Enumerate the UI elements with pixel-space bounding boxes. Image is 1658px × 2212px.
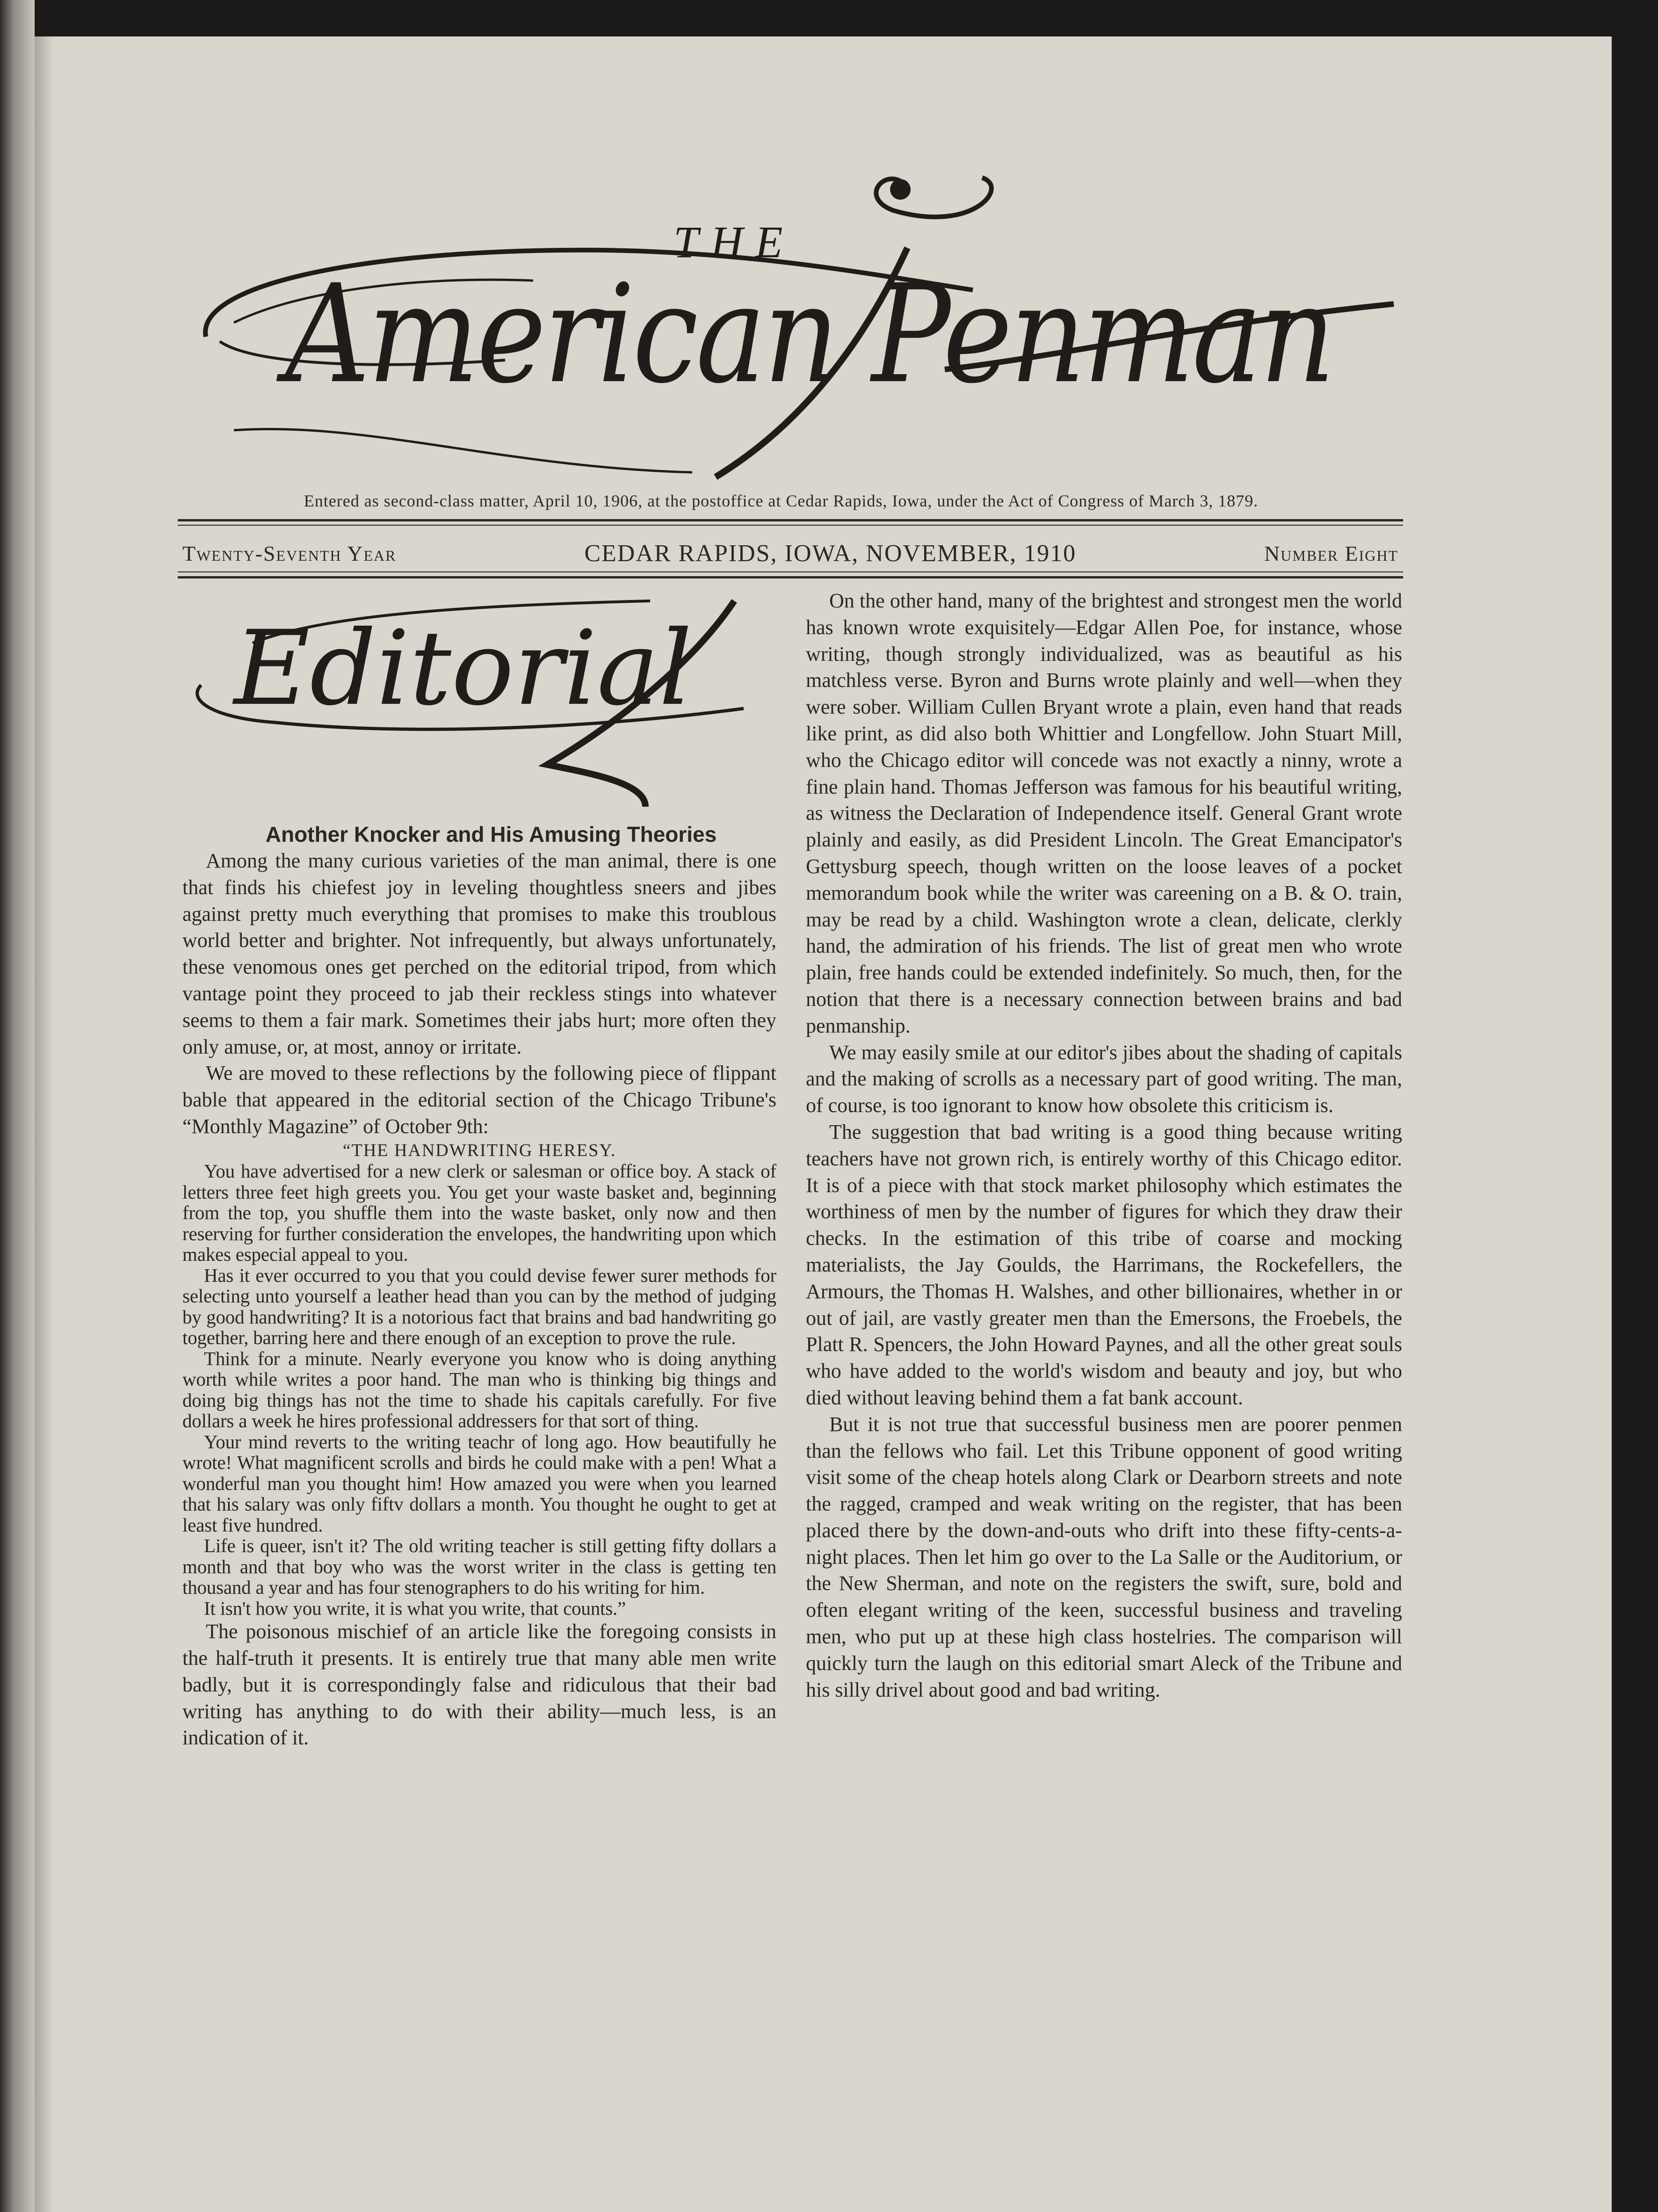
right-column (806, 588, 1402, 1703)
editorial-heading (182, 587, 762, 811)
rule-top-1 (178, 519, 1403, 521)
rule-bottom-2 (178, 576, 1403, 578)
rule-bottom-1 (178, 571, 1403, 572)
paragraph: The poisonous mischief of an article like the foregoing consists in the half-truth it presents. It is entirely true that many able men write badly, but it is correspondingly false and ridiculous that their bad writing has anything to do with their ability—much less, is an indication of it. (182, 1620, 776, 1749)
quote-paragraph: It isn't how you write, it is what you write, that counts.” (204, 1597, 626, 1619)
masthead-title: American Penman (276, 256, 1333, 413)
quoted-editorial (182, 1140, 776, 1619)
left-column (182, 821, 776, 1751)
rule-top-2 (178, 525, 1403, 526)
paragraph: We are moved to these reflections by the following piece of flippant bable that appeared in the editorial section of the Chicago Tribune's “Monthly Magazine” of October 9th: (182, 1062, 776, 1138)
dateline (182, 537, 1398, 570)
masthead-logo (178, 168, 1403, 496)
quote-paragraph: Think for a minute. Nearly everyone you know who is doing anything worth while writes a poor hand. The man who is thinking big things and doing big things has not the time to shade his capitals carefully. For five dollars a week he hires professional addressers for that sort of thing. (182, 1347, 776, 1432)
paragraph: We may easily smile at our editor's jibes about the shading of capitals and the making of scrolls as a necessary part of good writing. The man, of course, is too ignorant to know how obsolete this criticism is. (806, 1041, 1402, 1117)
masthead-the: THE (673, 217, 795, 267)
quote-paragraph: Life is queer, isn't it? The old writing teacher is still getting fifty dollars a month and that boy who was the worst writer in the class is getting ten thousand a year and has four stenographers to do his writing for him. (182, 1535, 776, 1598)
paragraph: But it is not true that successful business men are poorer penmen than the fellows who fail. Let this Tribune opponent of good writing visit some of the cheap hotels along Clark or Dearborn streets and note the ragged, cramped and weak writing on the register, that has been placed there by the down-and-outs who drift into these fifty-cents-a-night places. Then let him go over to the La Salle or the Auditorium, or the New Sherman, and note on the registers the swift, sure, bold and often elegant writing of the keen, successful business and traveling men, who put up at these high class hostelries. The comparison will quickly turn the laugh on this editorial smart Aleck of the Tribune and his silly drivel about good and bad writing. (806, 1412, 1402, 1701)
editorial-heading-text: Editorial (232, 608, 692, 728)
quote-paragraph: You have advertised for a new clerk or salesman or office boy. A stack of letters three feet high greets you. You get your waste basket and, beginning from the top, you shuffle them into the waste basket, only now and then reserving for further consideration the envelopes, the handwriting upon which makes especial appeal to you. (182, 1160, 776, 1265)
paragraph: On the other hand, many of the brightest and strongest men the world has known wrote exquisitely—Edgar Allen Poe, for instance, whose writing, though strongly individualized, was as beautiful as his matchless verse. Byron and Burns wrote plainly and well—when they were sober. William Cullen Bryant wrote a plain, even hand that reads like print, as did also both Whittier and Longfellow. John Stuart Mill, who the Chicago editor will concede was not exactly a ninny, wrote a fine plain hand. Thomas Jefferson was famous for his beautiful writing, as witness the Declaration of Independence itself. General Grant wrote plainly and easily, as did President Lincoln. The Great Emancipator's Gettysburg speech, though written on the loose leaves of a pocket memorandum book while the writer was careening on a B. & O. train, may be read by a child. Washington wrote a clean, delicate, clerkly hand, the admiration of his friends. The list of great men who wrote plain, free hands could be extended indefinitely. So much, then, for the notion that there is a necessary connection between brains and bad penmanship. (806, 589, 1402, 1037)
dateline-year: Twenty-Seventh Year (182, 541, 397, 565)
dateline-number: Number Eight (1264, 541, 1398, 565)
entered-notice: Entered as second-class matter, April 10, 1906, at the postoffice at Cedar Rapids, Iowa, under the Act of Congress of March 3, 1879. (304, 492, 1259, 510)
binding-edge (0, 0, 35, 2212)
paragraph: The suggestion that bad writing is a good thing because writing teachers have not grown rich, is entirely worthy of this Chicago editor. It is of a piece with that stock market philosophy which estimates the worthiness of men by the number of figures for which they draw their checks. In the estimation of this tribe of coarse and mocking materialists, the Jay Goulds, the Harrimans, the Rockefellers, the Armours, the Thomas H. Walshes, and other billionaires, whether in or out of jail, are vastly greater men than the Emersons, the Froebels, the Platt R. Spencers, the John Howard Paynes, and all the other great souls who have added to the world's wisdom and beauty and joy, but who died without leaving behind them a fat bank account. (806, 1120, 1402, 1409)
quote-title: “THE HANDWRITING HERESY. (342, 1140, 616, 1160)
quote-paragraph: Your mind reverts to the writing teachr of long ago. How beautifully he wrote! What magnificent scrolls and birds he could make with a pen! What a wonderful man you thought him! How amazed you were when you learned that his salary was only fiftv dollars a month. You thought he ought to get at least five hundred. (182, 1431, 776, 1536)
paragraph: Among the many curious varieties of the man animal, there is one that finds his chiefest joy in leveling thoughtless sneers and jibes against pretty much everything that promises to make this troublous world better and brighter. Not infrequently, but always unfortunately, these venomous ones get perched on the editorial tripod, from which vantage point they proceed to jab their reckless stings into whatever seems to them a fair mark. Sometimes their jabs hurt; more often they only amuse, or, at most, annoy or irritate. (182, 849, 776, 1058)
dateline-city-date: CEDAR RAPIDS, IOWA, NOVEMBER, 1910 (584, 540, 1077, 567)
gutter-shadow (35, 36, 53, 2212)
quote-paragraph: Has it ever occurred to you that you could devise fewer surer methods for selecting unto yourself a leather head than you can by the method of judging by good handwriting? It is a notorious fact that brains and bad handwriting go together, barring here and there enough of an exception to prove the rule. (182, 1264, 776, 1349)
article-headline: Another Knocker and His Amusing Theories (265, 822, 717, 846)
